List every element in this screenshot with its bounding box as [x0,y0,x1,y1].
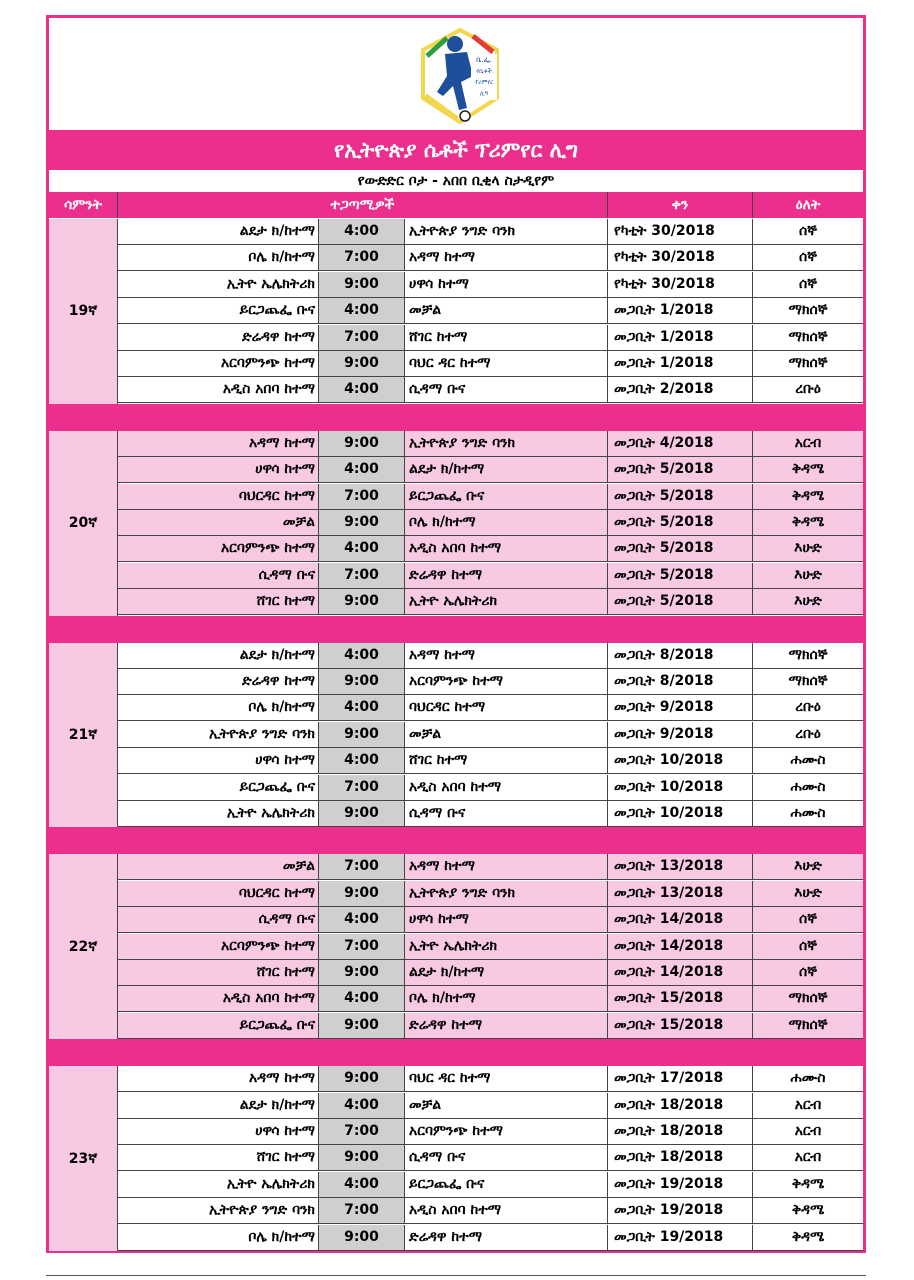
home-team: አዳማ ከተማ [118,431,319,456]
round-block [49,431,863,616]
match-date: መጋቢት 14/2018 [608,907,753,932]
table-row [118,907,863,933]
fixture-sheet [46,15,866,1253]
home-team: መቻል [118,510,319,535]
away-team: ሲዳማ ቡና [405,377,608,402]
kickoff-time: 4:00 [319,298,405,323]
match-date: መጋቢት 9/2018 [608,695,753,720]
away-team: ባህር ዳር ከተማ [405,1066,608,1091]
header-day: ዕለት [795,197,821,213]
home-team: ሀዋሳ ከተማ [118,1119,319,1144]
kickoff-time: 7:00 [319,854,405,879]
league-title: የኢትዮጵያ ሴቶች ፕሪምየር ሊግ [49,130,863,170]
table-row [118,934,863,960]
kickoff-time: 7:00 [319,325,405,350]
away-team: ባህር ዳር ከተማ [405,351,608,376]
logo-area [49,18,863,130]
round-label: 19ኛ [49,219,118,404]
home-team: አዲስ አበባ ከተማ [118,377,319,402]
kickoff-time: 9:00 [319,1066,405,1091]
logo-text-2: የሴቶች [476,68,492,75]
kickoff-time: 4:00 [319,695,405,720]
kickoff-time: 9:00 [319,960,405,985]
match-day: ሰኞ [753,245,863,270]
match-date: መጋቢት 5/2018 [608,563,753,588]
kickoff-time: 4:00 [319,457,405,482]
kickoff-time: 7:00 [319,1119,405,1144]
table-row [118,272,863,298]
table-row [118,1172,863,1198]
match-date: መጋቢት 5/2018 [608,589,753,614]
header-fixtures: ተጋጣሚዎች [118,192,608,218]
match-day: ሐሙስ [753,801,863,826]
home-team: ይርጋጨፌ ቡና [118,1013,319,1038]
home-team: ልደታ ክ/ከተማ [118,219,319,244]
home-team: አዲስ አበባ ከተማ [118,986,319,1011]
away-team: ሲዳማ ቡና [405,801,608,826]
round-separator [49,616,863,643]
kickoff-time: 9:00 [319,1013,405,1038]
match-day: ማክሰኞ [753,351,863,376]
home-team: አርባምንጭ ከተማ [118,536,319,561]
home-team: አርባምንጭ ከተማ [118,934,319,959]
match-date: መጋቢት 5/2018 [608,457,753,482]
match-day: ሰኞ [753,960,863,985]
home-team: ሲዳማ ቡና [118,907,319,932]
home-team: ድሬዳዋ ከተማ [118,669,319,694]
home-team: ድሬዳዋ ከተማ [118,325,319,350]
table-row [118,1066,863,1092]
match-date: መጋቢት 5/2018 [608,536,753,561]
home-team: መቻል [118,854,319,879]
table-row [118,325,863,351]
table-row [118,298,863,324]
match-date: የካቲት 30/2018 [608,272,753,297]
table-row [118,351,863,377]
home-team: ሀዋሳ ከተማ [118,748,319,773]
table-row [118,589,863,615]
kickoff-time: 4:00 [319,1093,405,1118]
match-date: መጋቢት 5/2018 [608,510,753,535]
kickoff-time: 7:00 [319,245,405,270]
table-row [118,695,863,721]
home-team: ኢትዮጵያ ንግድ ባንክ [118,1198,319,1223]
home-team: ኢትዮ ኤሌክትሪክ [118,801,319,826]
kickoff-time: 9:00 [319,1225,405,1250]
table-row [118,1145,863,1171]
match-date: መጋቢት 19/2018 [608,1172,753,1197]
table-row [118,219,863,245]
kickoff-time: 9:00 [319,1145,405,1170]
kickoff-time: 7:00 [319,563,405,588]
table-row [118,775,863,801]
match-date: የካቲት 30/2018 [608,219,753,244]
match-day: ሐሙስ [753,748,863,773]
kickoff-time: 9:00 [319,589,405,614]
match-date: መጋቢት 19/2018 [608,1198,753,1223]
table-row [118,536,863,562]
table-row [118,722,863,748]
match-day: ማክሰኞ [753,298,863,323]
match-day: ማክሰኞ [753,1013,863,1038]
match-day: ማክሰኞ [753,986,863,1011]
away-team: ኢትዮጵያ ንግድ ባንክ [405,219,608,244]
table-row [118,431,863,457]
header-date: ቀን [608,192,753,218]
away-team: ቦሌ ክ/ከተማ [405,986,608,1011]
footer-divider [46,1275,866,1276]
match-date: መጋቢት 13/2018 [608,881,753,906]
away-team: ኢትዮ ኤሌክትሪክ [405,589,608,614]
away-team: አዲስ አበባ ከተማ [405,775,608,800]
table-row [118,563,863,589]
round-label: 21ኛ [49,643,118,828]
away-team: ድሬዳዋ ከተማ [405,563,608,588]
table-row [118,377,863,403]
away-team: መቻል [405,1093,608,1118]
match-day: ቅዳሜ [753,1172,863,1197]
match-day: አርብ [753,1145,863,1170]
league-logo-icon [417,26,503,126]
kickoff-time: 9:00 [319,510,405,535]
away-team: ኢትዮጵያ ንግድ ባንክ [405,881,608,906]
home-team: ኢትዮጵያ ንግድ ባንክ [118,722,319,747]
away-team: ቦሌ ክ/ከተማ [405,510,608,535]
match-day: እሁድ [753,589,863,614]
away-team: አዳማ ከተማ [405,854,608,879]
away-team: ሸገር ከተማ [405,748,608,773]
match-day: ቅዳሜ [753,1198,863,1223]
match-day: ቅዳሜ [753,484,863,509]
match-day: ቅዳሜ [753,457,863,482]
table-row [118,801,863,827]
match-date: መጋቢት 5/2018 [608,484,753,509]
venue-subtitle: የውድድር ቦታ - አበበ ቢቂላ ስታዲየም [49,170,863,193]
kickoff-time: 4:00 [319,986,405,1011]
table-row [118,986,863,1012]
match-day: አርብ [753,1119,863,1144]
round-label: 20ኛ [49,431,118,616]
away-team: ድሬዳዋ ከተማ [405,1225,608,1250]
kickoff-time: 9:00 [319,431,405,456]
kickoff-time: 4:00 [319,1172,405,1197]
home-team: ኢትዮ ኤሌክትሪክ [118,272,319,297]
match-day: ማክሰኞ [753,325,863,350]
away-team: ሲዳማ ቡና [405,1145,608,1170]
match-day: አርብ [753,431,863,456]
match-day: ሐሙስ [753,775,863,800]
away-team: ልደታ ክ/ከተማ [405,960,608,985]
table-row [118,1119,863,1145]
kickoff-time: 4:00 [319,219,405,244]
table-row [118,643,863,669]
home-team: ሸገር ከተማ [118,589,319,614]
kickoff-time: 7:00 [319,484,405,509]
kickoff-time: 9:00 [319,722,405,747]
home-team: ባህርዳር ከተማ [118,881,319,906]
match-date: መጋቢት 18/2018 [608,1093,753,1118]
match-day: ቅዳሜ [753,1225,863,1250]
match-date: መጋቢት 8/2018 [608,643,753,668]
match-day: ረቡዕ [753,695,863,720]
match-date: መጋቢት 1/2018 [608,351,753,376]
table-row [118,881,863,907]
match-date: መጋቢት 1/2018 [608,325,753,350]
match-date: መጋቢት 13/2018 [608,854,753,879]
round-block [49,854,863,1039]
table-row [118,510,863,536]
away-team: አዳማ ከተማ [405,643,608,668]
kickoff-time: 7:00 [319,1198,405,1223]
home-team: ልደታ ክ/ከተማ [118,643,319,668]
header-round: ሳምንት [49,192,118,218]
match-date: መጋቢት 1/2018 [608,298,753,323]
round-block [49,1066,863,1251]
match-day: እሁድ [753,563,863,588]
home-team: ሲዳማ ቡና [118,563,319,588]
table-row [118,484,863,510]
round-block [49,643,863,828]
match-day: ሐሙስ [753,1066,863,1091]
table-row [118,1013,863,1039]
match-date: መጋቢት 10/2018 [608,801,753,826]
away-team: አዲስ አበባ ከተማ [405,536,608,561]
table-row [118,1093,863,1119]
away-team: አርባምንጭ ከተማ [405,1119,608,1144]
home-team: አርባምንጭ ከተማ [118,351,319,376]
match-day: ማክሰኞ [753,669,863,694]
away-team: መቻል [405,722,608,747]
kickoff-time: 9:00 [319,669,405,694]
match-day: ሰኞ [753,272,863,297]
match-date: መጋቢት 9/2018 [608,722,753,747]
match-date: መጋቢት 14/2018 [608,934,753,959]
home-team: ኢትዮ ኤሌክትሪክ [118,1172,319,1197]
kickoff-time: 4:00 [319,907,405,932]
match-day: ሰኞ [753,219,863,244]
table-row [118,669,863,695]
match-date: መጋቢት 10/2018 [608,748,753,773]
logo-text-1: ቤ.ፌ. [476,56,492,64]
away-team: ይርጋጨፌ ቡና [405,484,608,509]
kickoff-time: 4:00 [319,536,405,561]
away-team: አርባምንጭ ከተማ [405,669,608,694]
away-team: ሀዋሳ ከተማ [405,907,608,932]
match-day: እሁድ [753,854,863,879]
away-team: ይርጋጨፌ ቡና [405,1172,608,1197]
logo-text-4: ሊግ [479,90,489,97]
logo-text-3: ፕሪምየር [474,79,494,86]
match-day: ረቡዕ [753,377,863,402]
match-day: ማክሰኞ [753,643,863,668]
match-date: መጋቢት 18/2018 [608,1119,753,1144]
away-team: ሸገር ከተማ [405,325,608,350]
away-team: ሀዋሳ ከተማ [405,272,608,297]
match-day: እሁድ [753,536,863,561]
match-day: እሁድ [753,881,863,906]
home-team: ቦሌ ክ/ከተማ [118,245,319,270]
table-row [118,748,863,774]
round-separator [49,404,863,431]
match-day: ሰኞ [753,934,863,959]
table-row [118,854,863,880]
home-team: ባህርዳር ከተማ [118,484,319,509]
home-team: ይርጋጨፌ ቡና [118,775,319,800]
match-day: አርብ [753,1093,863,1118]
home-team: አዳማ ከተማ [118,1066,319,1091]
match-date: መጋቢት 10/2018 [608,775,753,800]
kickoff-time: 9:00 [319,881,405,906]
round-label: 23ኛ [49,1066,118,1251]
match-day: ረቡዕ [753,722,863,747]
kickoff-time: 9:00 [319,272,405,297]
table-row [118,457,863,483]
kickoff-time: 4:00 [319,748,405,773]
away-team: ባህርዳር ከተማ [405,695,608,720]
home-team: ይርጋጨፌ ቡና [118,298,319,323]
round-block [49,219,863,404]
home-team: ሸገር ከተማ [118,960,319,985]
match-date: መጋቢት 18/2018 [608,1145,753,1170]
home-team: ልደታ ክ/ከተማ [118,1093,319,1118]
round-label: 22ኛ [49,854,118,1039]
table-row [118,1225,863,1251]
match-day: ቅዳሜ [753,510,863,535]
match-date: መጋቢት 14/2018 [608,960,753,985]
kickoff-time: 7:00 [319,775,405,800]
table-row [118,245,863,271]
home-team: ቦሌ ክ/ከተማ [118,695,319,720]
round-separator [49,827,863,854]
match-date: መጋቢት 17/2018 [608,1066,753,1091]
kickoff-time: 9:00 [319,351,405,376]
away-team: ልደታ ክ/ከተማ [405,457,608,482]
home-team: ሸገር ከተማ [118,1145,319,1170]
match-date: መጋቢት 4/2018 [608,431,753,456]
table-row [118,960,863,986]
match-date: መጋቢት 15/2018 [608,986,753,1011]
away-team: ኢትዮ ኤሌክትሪክ [405,934,608,959]
round-separator [49,1039,863,1066]
match-date: መጋቢት 15/2018 [608,1013,753,1038]
away-team: አዲስ አበባ ከተማ [405,1198,608,1223]
home-team: ሀዋሳ ከተማ [118,457,319,482]
match-date: መጋቢት 2/2018 [608,377,753,402]
away-team: ኢትዮጵያ ንግድ ባንክ [405,431,608,456]
table-row [118,1198,863,1224]
kickoff-time: 9:00 [319,801,405,826]
match-day: ሰኞ [753,907,863,932]
kickoff-time: 4:00 [319,377,405,402]
match-date: የካቲት 30/2018 [608,245,753,270]
away-team: ድሬዳዋ ከተማ [405,1013,608,1038]
match-date: መጋቢት 19/2018 [608,1225,753,1250]
away-team: መቻል [405,298,608,323]
table-header [49,192,863,218]
kickoff-time: 7:00 [319,934,405,959]
home-team: ቦሌ ክ/ከተማ [118,1225,319,1250]
away-team: አዳማ ከተማ [405,245,608,270]
kickoff-time: 4:00 [319,643,405,668]
match-date: መጋቢት 8/2018 [608,669,753,694]
